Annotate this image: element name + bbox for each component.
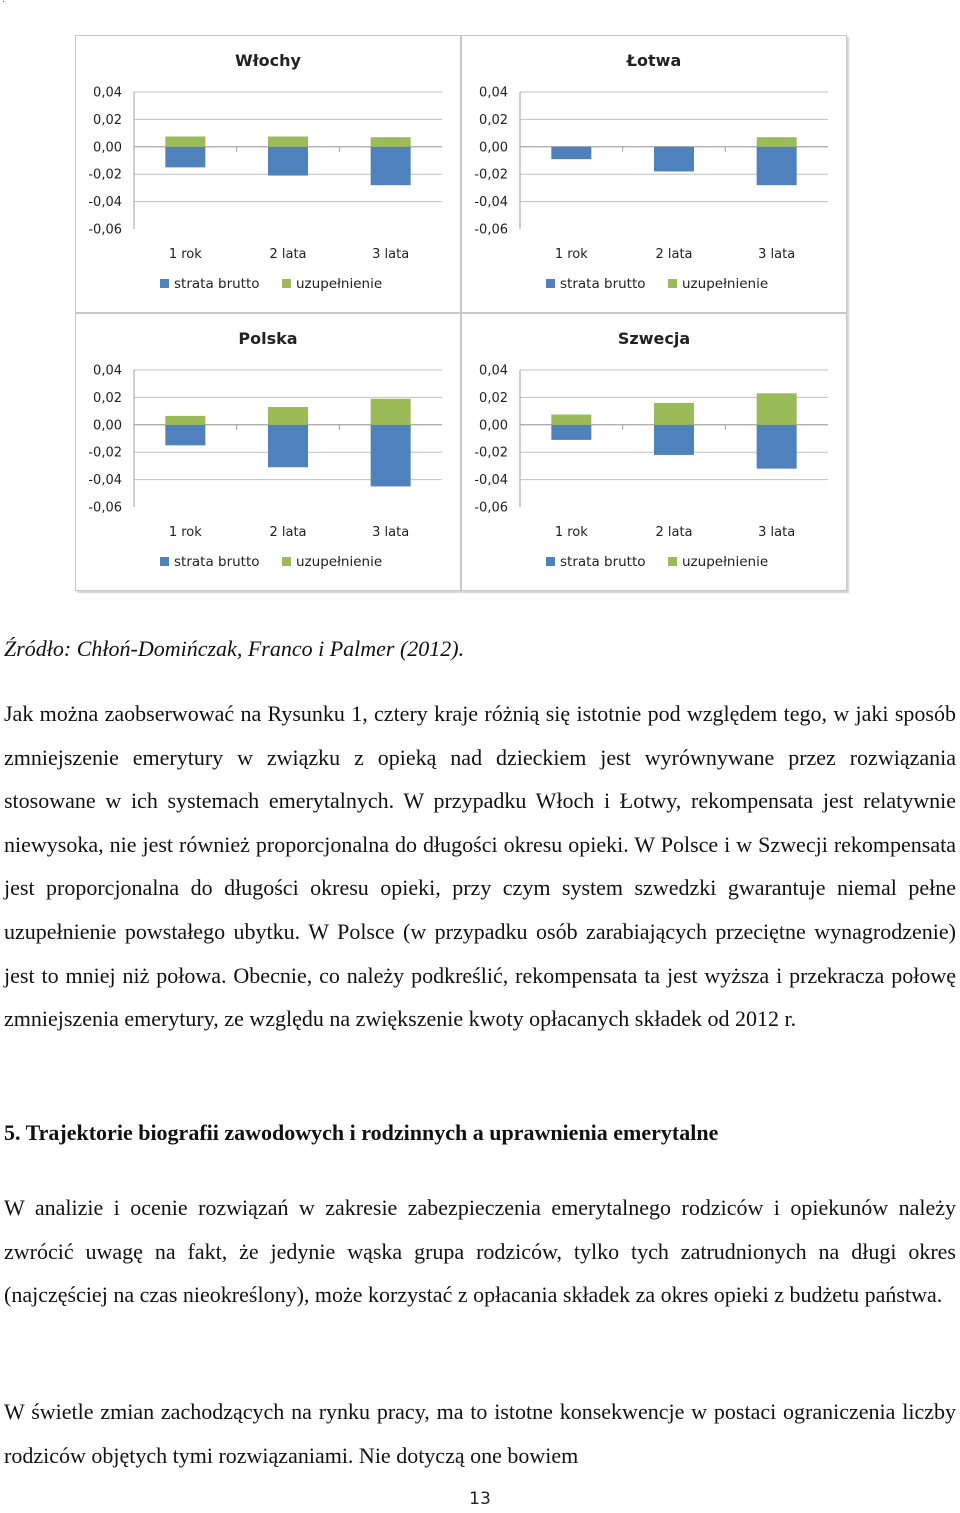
y-tick-label: 0,00: [93, 418, 122, 434]
legend-swatch-uzupelnienie: [668, 557, 677, 566]
legend-label-strata-brutto: strata brutto: [560, 276, 646, 292]
y-tick-label: -0,02: [474, 167, 508, 183]
bar-uzupelnienie: [165, 137, 205, 147]
y-tick-label: 0,00: [479, 418, 508, 434]
legend-swatch-strata-brutto: [546, 557, 555, 566]
bar-strata-brutto: [268, 147, 308, 176]
y-tick-label: -0,02: [88, 167, 122, 183]
y-tick-label: -0,04: [88, 195, 122, 211]
y-tick-label: 0,00: [479, 140, 508, 156]
legend-label-strata-brutto: strata brutto: [174, 554, 260, 570]
x-tick-label: 3 lata: [372, 247, 410, 262]
bar-strata-brutto: [654, 147, 694, 172]
bar-uzupelnienie: [268, 407, 308, 425]
y-tick-label: -0,04: [474, 473, 508, 489]
y-tick-label: -0,06: [88, 500, 122, 516]
bar-uzupelnienie: [551, 415, 591, 425]
corner-mark: [2, 0, 5, 5]
x-tick-label: 2 lata: [655, 525, 693, 540]
y-tick-label: 0,04: [93, 85, 122, 101]
bar-uzupelnienie: [654, 403, 694, 425]
bar-uzupelnienie: [371, 137, 411, 147]
y-tick-label: -0,06: [88, 222, 122, 238]
bar-strata-brutto: [268, 425, 308, 467]
paragraph-1: Jak można zaobserwować na Rysunku 1, cztery kraje różnią się istotnie pod względem tego, w jaki sposób zmniejszenie emerytury w związku z opieką nad dzieckiem jest wyrównywane przez rozwiązania stosowane w ich systemach emerytalnych. W przypadku Włoch i Łotwy, rekompensata jest relatywnie niewysoka, nie jest również proporcjonalna do długości okresu opieki. W Polsce i w Szwecji rekompensata jest proporcjonalna do długości okresu opieki, przy czym system szwedzki gwarantuje niemal pełne uzupełnienie powstałego ubytku. W Polsce (w przypadku osób zarabiających przeciętne wynagrodzenie) jest to mniej niż połowa. Obecnie, co należy podkreślić, rekompensata ta jest wyższa i przekracza połowę zmniejszenia emerytury, ze względu na zwiększenie kwoty opłacanych składek od 2012 r.: [4, 701, 956, 1032]
chart-svg: [76, 314, 462, 592]
bar-strata-brutto: [371, 425, 411, 487]
chart-panel-poland: [75, 313, 461, 591]
legend-label-strata-brutto: strata brutto: [174, 276, 260, 292]
x-tick-label: 1 rok: [554, 247, 588, 262]
bar-strata-brutto: [757, 425, 797, 469]
bar-uzupelnienie: [268, 137, 308, 147]
y-tick-label: 0,00: [93, 140, 122, 156]
chart-panel-italy: [75, 35, 461, 313]
bar-strata-brutto: [551, 147, 591, 159]
x-tick-label: 1 rok: [554, 525, 588, 540]
paragraph-2: W analizie i ocenie rozwiązań w zakresie zabezpieczenia emerytalnego rodziców i opiekunów należy zwrócić uwagę na fakt, że jedynie wąska grupa rodziców, tylko tych zatrudnionych na długi okres (najczęściej na czas nieokreślony), może korzystać z opłacania składek za okres opieki z budżetu państwa.: [4, 1195, 956, 1308]
bar-uzupelnienie: [757, 393, 797, 425]
chart-panel-sweden: [461, 313, 847, 591]
x-tick-label: 2 lata: [269, 525, 307, 540]
legend-swatch-uzupelnienie: [668, 279, 677, 288]
y-tick-label: -0,06: [474, 222, 508, 238]
chart-title: Szwecja: [617, 329, 691, 348]
x-tick-label: 3 lata: [372, 525, 410, 540]
bar-uzupelnienie: [371, 399, 411, 425]
y-tick-label: 0,02: [479, 112, 508, 128]
y-tick-label: -0,02: [88, 445, 122, 461]
bar-strata-brutto: [757, 147, 797, 185]
y-tick-label: 0,02: [93, 390, 122, 406]
x-tick-label: 1 rok: [168, 525, 202, 540]
y-tick-label: 0,04: [93, 363, 122, 379]
y-tick-label: -0,04: [88, 473, 122, 489]
chart-svg: [462, 36, 848, 314]
y-tick-label: 0,02: [93, 112, 122, 128]
legend-swatch-strata-brutto: [546, 279, 555, 288]
chart-title: Włochy: [235, 51, 301, 70]
legend-swatch-strata-brutto: [160, 279, 169, 288]
legend-label-uzupelnienie: uzupełnienie: [682, 554, 769, 570]
x-tick-label: 2 lata: [269, 247, 307, 262]
bar-uzupelnienie: [757, 137, 797, 147]
chart-title: Polska: [238, 329, 298, 348]
legend-label-strata-brutto: strata brutto: [560, 554, 646, 570]
y-tick-label: 0,02: [479, 390, 508, 406]
chart-svg: [76, 36, 462, 314]
section-heading: 5. Trajektorie biografii zawodowych i rodzinnych a uprawnienia emerytalne: [4, 1120, 719, 1145]
legend-label-uzupelnienie: uzupełnienie: [296, 554, 383, 570]
figure-source: Źródło: Chłoń-Domińczak, Franco i Palmer (2012).: [4, 636, 465, 661]
chart-panel-latvia: [461, 35, 847, 313]
legend-swatch-uzupelnienie: [282, 279, 291, 288]
bar-strata-brutto: [654, 425, 694, 455]
paragraph-3: W świetle zmian zachodzących na rynku pracy, ma to istotne konsekwencje w postaci ograniczenia liczby rodziców objętych tymi rozwiązaniami. Nie dotyczą one bowiem: [4, 1399, 956, 1468]
legend-swatch-uzupelnienie: [282, 557, 291, 566]
chart-title: Łotwa: [626, 51, 682, 70]
legend-swatch-strata-brutto: [160, 557, 169, 566]
y-tick-label: -0,04: [474, 195, 508, 211]
y-tick-label: -0,02: [474, 445, 508, 461]
y-tick-label: 0,04: [479, 85, 508, 101]
x-tick-label: 3 lata: [758, 525, 796, 540]
y-tick-label: -0,06: [474, 500, 508, 516]
bar-strata-brutto: [165, 147, 205, 168]
x-tick-label: 3 lata: [758, 247, 796, 262]
legend-label-uzupelnienie: uzupełnienie: [296, 276, 383, 292]
x-tick-label: 1 rok: [168, 247, 202, 262]
y-tick-label: 0,04: [479, 363, 508, 379]
bar-strata-brutto: [165, 425, 205, 446]
page-number: 13: [469, 1489, 491, 1509]
bar-strata-brutto: [551, 425, 591, 440]
legend-label-uzupelnienie: uzupełnienie: [682, 276, 769, 292]
x-tick-label: 2 lata: [655, 247, 693, 262]
bar-strata-brutto: [371, 147, 411, 185]
bar-uzupelnienie: [165, 416, 205, 425]
chart-svg: [462, 314, 848, 592]
